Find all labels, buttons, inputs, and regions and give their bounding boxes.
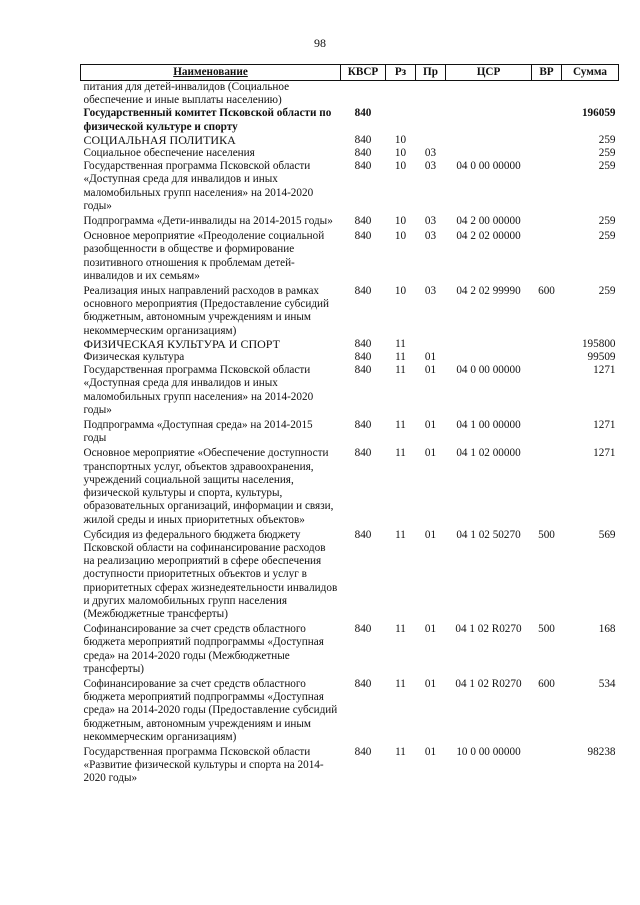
cell-vr <box>532 134 562 147</box>
cell-name: Основное мероприятие «Обеспечение доступности транспортных услуг, объектов здравоохранения, учреждений социальной защиты населения, физической культуры и спорта, культуры, образовательных организаций, информации и связи, жилой среды и иных приоритетных объектов» <box>83 447 334 526</box>
table-row <box>81 744 619 786</box>
cell-rz: 11 <box>395 677 406 690</box>
cell-name: Государственная программа Псковской области «Доступная среда для инвалидов и иных маломобильных групп населения» на 2014-2020 годы» <box>83 160 314 212</box>
header-vr: ВР <box>532 65 562 81</box>
cell-pr: 03 <box>424 230 437 243</box>
cell-kvsr: 840 <box>354 285 372 298</box>
cell-rz: 11 <box>395 419 406 432</box>
cell-rz: 11 <box>395 351 406 364</box>
cell-name: Государственная программа Псковской области «Развитие физической культуры и спорта на 2014-2020 годы» <box>83 745 324 785</box>
cell-rz: 10 <box>394 147 407 160</box>
cell-pr: 01 <box>424 364 437 377</box>
cell-kvsr: 840 <box>354 133 372 146</box>
cell-sum: 534 <box>598 677 616 690</box>
cell-csr: 04 0 00 00000 <box>456 160 521 173</box>
cell-kvsr: 840 <box>354 528 372 541</box>
header-name: Наименование <box>81 65 341 81</box>
cell-kvsr: 840 <box>354 230 372 243</box>
table-row <box>81 445 619 526</box>
cell-pr: 01 <box>424 528 437 541</box>
cell-sum: 98238 <box>587 745 616 758</box>
cell-vr <box>532 213 562 228</box>
table-row <box>81 228 619 283</box>
cell-vr <box>532 338 562 351</box>
cell-name: Субсидия из федерального бюджета бюджету Псковской области на софинансирование расходов на реализацию мероприятий в сфере обеспечения доступности приоритетных объектов и услуг в приоритетных сферах жизнедеятельности инвалидов и других маломобильных групп населения (Межбюджетные трансферты) <box>83 528 338 620</box>
cell-rz: 10 <box>394 215 407 228</box>
cell-pr: 03 <box>424 215 437 228</box>
table-row <box>81 147 619 160</box>
cell-pr: 01 <box>424 351 437 364</box>
cell-rz: 10 <box>394 285 407 298</box>
header-csr: ЦСР <box>446 65 532 81</box>
cell-kvsr: 840 <box>354 419 372 432</box>
page-number: 98 <box>314 36 326 50</box>
table-row <box>81 283 619 338</box>
cell-sum: 259 <box>598 285 616 298</box>
cell-vr <box>532 160 562 213</box>
cell-kvsr: 840 <box>354 147 372 160</box>
table-row <box>81 621 619 676</box>
cell-rz: 10 <box>394 230 407 243</box>
cell-sum: 196059 <box>581 107 616 120</box>
cell-csr <box>446 147 532 160</box>
cell-vr <box>532 81 562 108</box>
cell-name: Подпрограмма «Дети-инвалиды на 2014-2015 годы» <box>83 215 333 228</box>
cell-pr: 01 <box>424 419 437 432</box>
cell-csr <box>446 107 532 133</box>
cell-csr: 04 1 00 00000 <box>456 419 521 432</box>
cell-sum: 259 <box>598 160 616 173</box>
cell-name: СОЦИАЛЬНАЯ ПОЛИТИКА <box>83 132 236 147</box>
cell-kvsr: 840 <box>354 745 372 758</box>
cell-sum: 569 <box>598 528 616 541</box>
cell-csr: 04 0 00 00000 <box>456 364 521 377</box>
cell-name: Физическая культура <box>83 351 185 364</box>
cell-name: Государственная программа Псковской области «Доступная среда для инвалидов и иных маломобильных групп населения» на 2014-2020 годы» <box>83 364 314 416</box>
cell-rz: 11 <box>395 337 406 350</box>
cell-sum: 259 <box>598 230 616 243</box>
cell-vr <box>532 147 562 160</box>
cell-pr: 01 <box>424 745 437 758</box>
cell-pr: 03 <box>424 160 437 173</box>
cell-sum: 99509 <box>587 351 616 364</box>
cell-name: Подпрограмма «Доступная среда» на 2014-2015 годы <box>83 419 313 445</box>
cell-csr: 10 0 00 00000 <box>456 745 521 758</box>
cell-pr: 01 <box>424 623 437 636</box>
cell-kvsr: 840 <box>354 364 372 377</box>
cell-name: Государственный комитет Псковской области по физической культуре и спорту <box>83 107 332 133</box>
cell-rz: 11 <box>395 623 406 636</box>
cell-name: питания для детей-инвалидов (Социальное обеспечение и иные выплаты населению) <box>83 81 290 107</box>
cell-sum: 259 <box>598 133 616 146</box>
table-row <box>81 417 619 445</box>
cell-rz: 10 <box>394 160 407 173</box>
table-row <box>81 160 619 213</box>
cell-sum: 259 <box>598 215 616 228</box>
cell-vr: 500 <box>538 623 555 636</box>
cell-kvsr <box>341 81 386 108</box>
cell-csr <box>446 81 532 108</box>
cell-pr <box>416 134 446 147</box>
cell-vr <box>532 445 562 526</box>
cell-vr: 600 <box>538 677 555 690</box>
table-row <box>81 338 619 351</box>
cell-sum: 195800 <box>581 337 616 350</box>
cell-sum: 1271 <box>593 364 616 377</box>
header-kvsr: КВСР <box>341 65 386 81</box>
table-row <box>81 676 619 744</box>
cell-csr <box>446 351 532 364</box>
header-sum: Сумма <box>562 65 619 81</box>
table-row <box>81 351 619 364</box>
cell-sum: 1271 <box>593 447 616 460</box>
cell-kvsr: 840 <box>354 160 372 173</box>
cell-kvsr: 840 <box>354 215 372 228</box>
header-pr: Пр <box>416 65 446 81</box>
cell-rz <box>386 107 416 133</box>
cell-name: Реализация иных направлений расходов в рамках основного мероприятия (Предоставление субсидий бюджетным, автономным учреждениям и иным некоммерческим организациям) <box>83 285 329 337</box>
cell-kvsr: 840 <box>354 677 372 690</box>
cell-name: Софинансирование за счет средств областного бюджета мероприятий подпрограммы «Доступная среда» на 2014-2020 годы (Межбюджетные трансферты) <box>83 623 324 675</box>
cell-sum: 1271 <box>593 419 616 432</box>
cell-pr: 01 <box>424 677 437 690</box>
cell-csr <box>446 338 532 351</box>
cell-vr <box>532 107 562 133</box>
cell-vr <box>532 417 562 445</box>
cell-csr: 04 1 02 50270 <box>456 528 521 541</box>
cell-pr <box>416 81 446 108</box>
cell-csr <box>446 134 532 147</box>
table-row <box>81 213 619 228</box>
cell-csr: 04 1 02 00000 <box>456 447 521 460</box>
cell-name: Основное мероприятие «Преодоление социальной разобщенности в обществе и формирование позитивного отношения к проблемам детей-инвалидов и их семьям» <box>83 230 325 282</box>
cell-csr: 04 2 00 00000 <box>456 215 521 228</box>
cell-kvsr: 840 <box>354 623 372 636</box>
cell-name: Софинансирование за счет средств областного бюджета мероприятий подпрограммы «Доступная среда» на 2014-2020 годы (Предоставление субсидий бюджетным, автономным учреждениям и иным некоммерческим организациям) <box>83 677 338 743</box>
cell-csr: 04 2 02 99990 <box>456 285 521 298</box>
cell-pr <box>416 107 446 133</box>
cell-csr: 04 1 02 R0270 <box>455 677 522 690</box>
cell-kvsr: 840 <box>354 337 372 350</box>
cell-rz <box>386 81 416 108</box>
header-rz: Рз <box>386 65 416 81</box>
cell-pr <box>416 338 446 351</box>
cell-name: Социальное обеспечение населения <box>83 147 255 160</box>
cell-csr: 04 1 02 R0270 <box>455 623 522 636</box>
cell-vr: 600 <box>538 285 555 298</box>
cell-sum: 168 <box>598 623 616 636</box>
cell-vr <box>532 364 562 417</box>
cell-kvsr: 840 <box>354 447 372 460</box>
cell-vr <box>532 744 562 786</box>
budget-table <box>80 64 619 786</box>
cell-vr <box>532 351 562 364</box>
table-header-row <box>81 65 619 81</box>
cell-name: ФИЗИЧЕСКАЯ КУЛЬТУРА И СПОРТ <box>83 336 280 351</box>
table-row <box>81 364 619 417</box>
cell-rz: 10 <box>394 133 407 146</box>
table-row <box>81 134 619 147</box>
cell-sum <box>562 81 619 108</box>
cell-rz: 11 <box>395 745 406 758</box>
cell-vr <box>532 228 562 283</box>
cell-rz: 11 <box>395 528 406 541</box>
cell-pr: 03 <box>424 285 437 298</box>
table-row <box>81 527 619 621</box>
table-row <box>81 107 619 133</box>
cell-kvsr: 840 <box>354 107 372 120</box>
cell-kvsr: 840 <box>354 351 372 364</box>
table-row <box>81 81 619 108</box>
cell-rz: 11 <box>395 364 406 377</box>
cell-rz: 11 <box>395 447 406 460</box>
cell-csr: 04 2 02 00000 <box>456 230 521 243</box>
cell-vr: 500 <box>538 528 555 541</box>
cell-pr: 03 <box>424 147 437 160</box>
cell-pr: 01 <box>424 447 437 460</box>
cell-sum: 259 <box>598 147 616 160</box>
